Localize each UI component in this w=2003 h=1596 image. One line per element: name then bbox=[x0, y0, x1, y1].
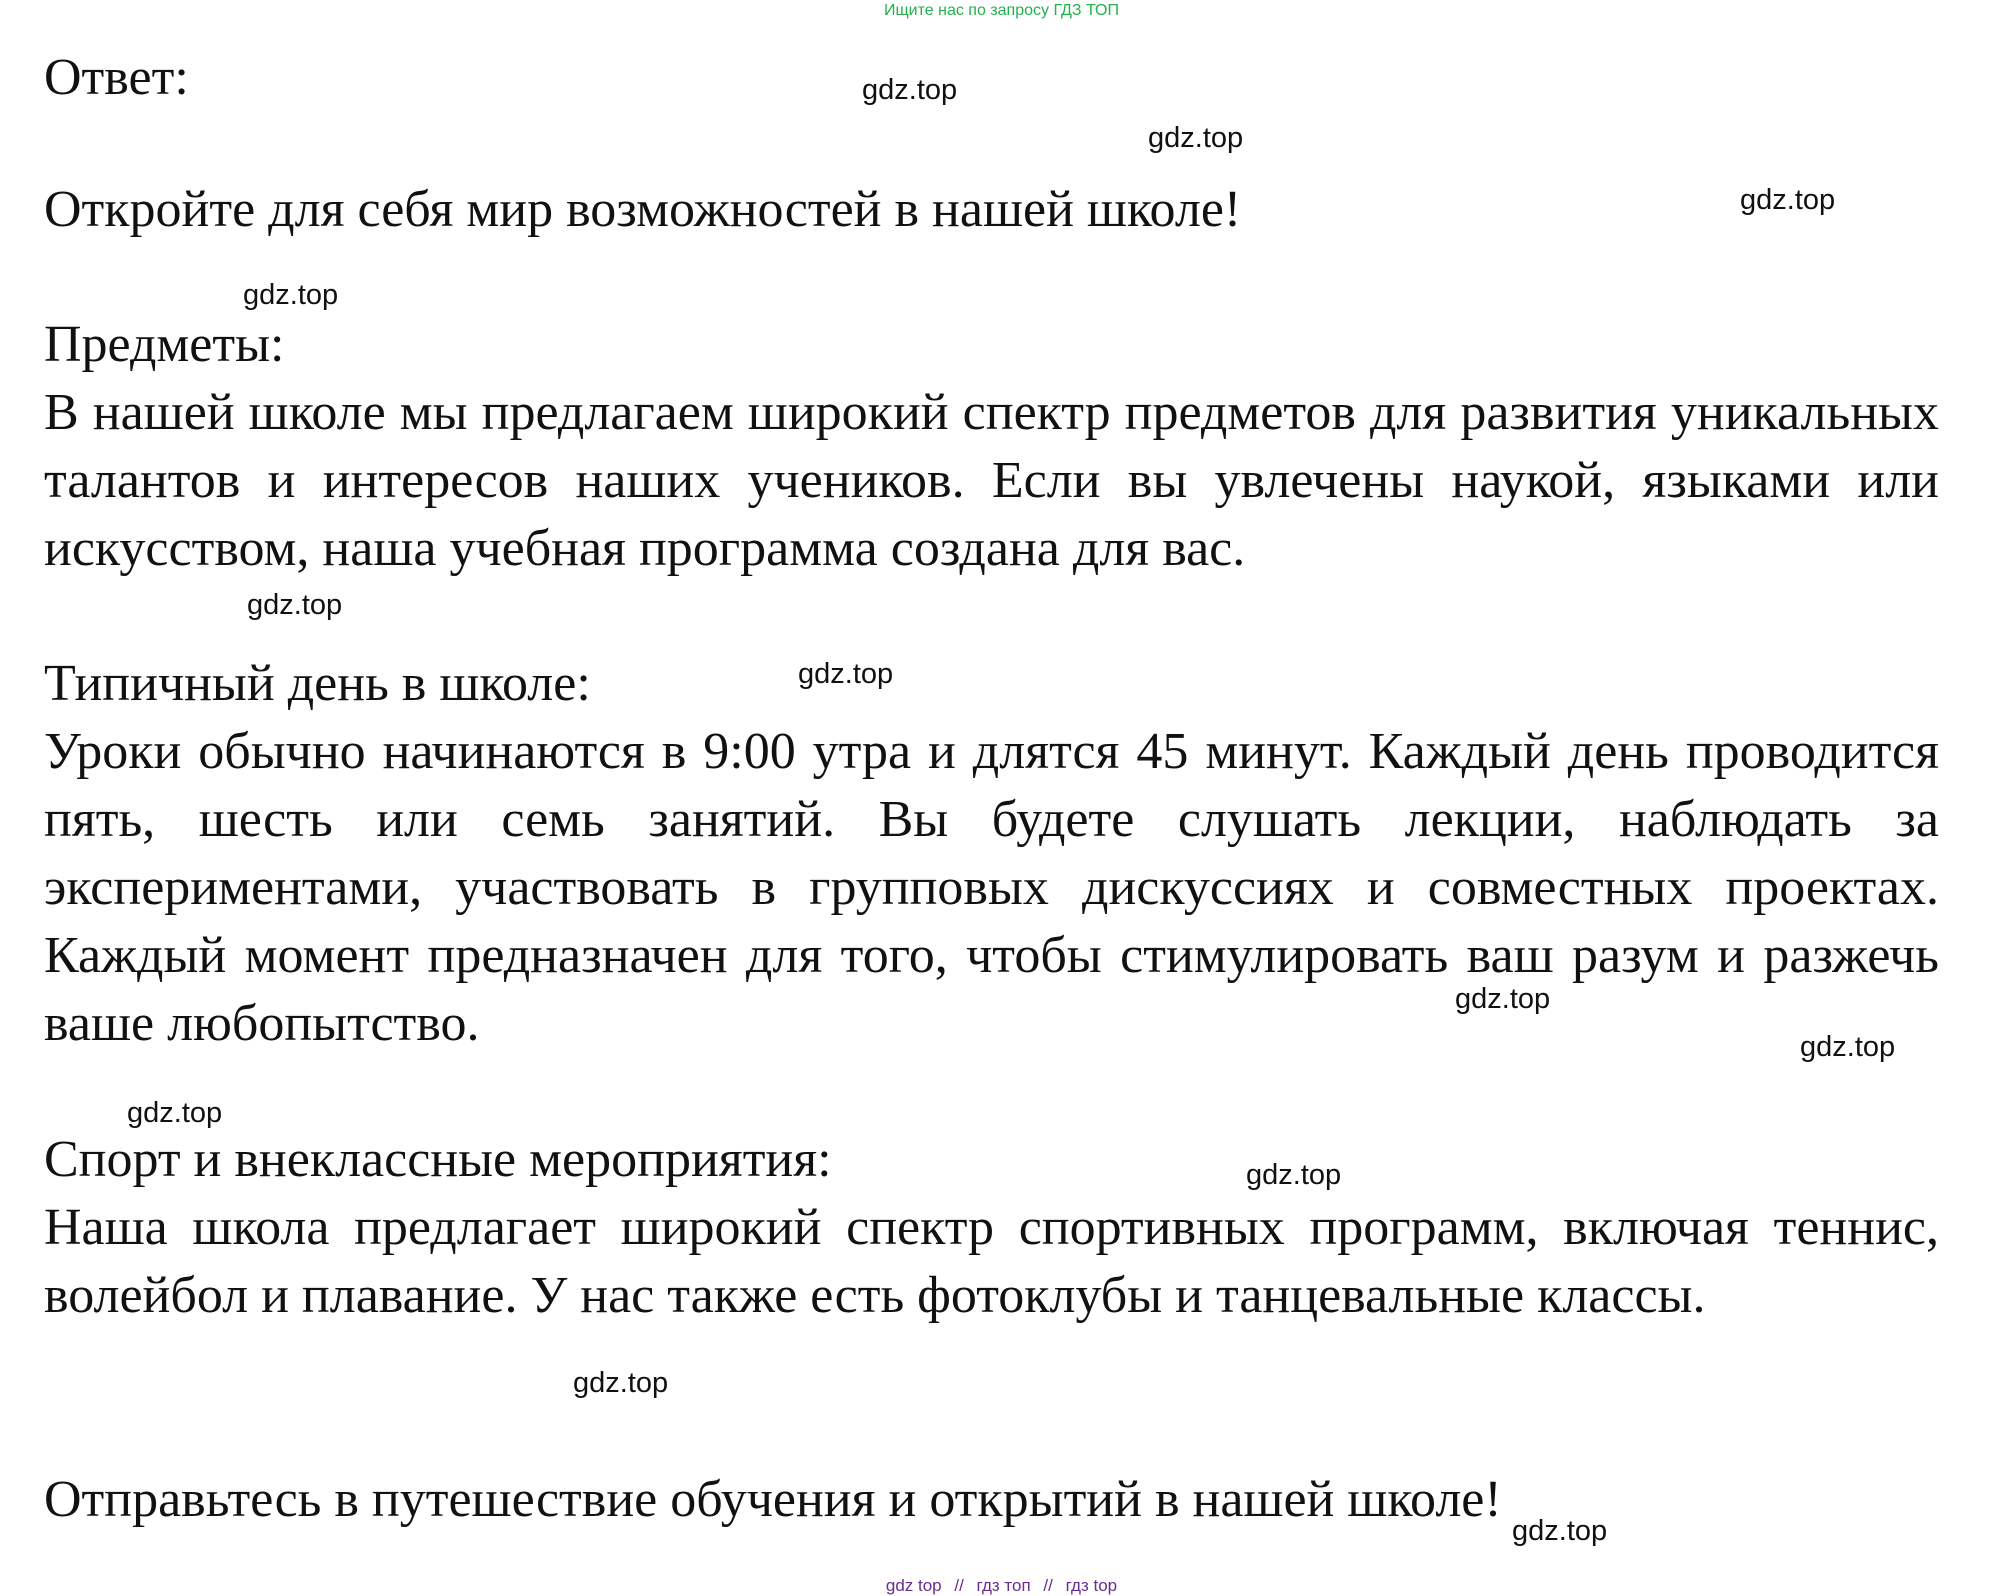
footer-link[interactable]: гдз top bbox=[1065, 1576, 1118, 1595]
footer-separator: // bbox=[1043, 1576, 1053, 1595]
watermark: gdz.top bbox=[1740, 184, 1836, 216]
answer-label: Ответ: bbox=[44, 49, 189, 106]
footer-link[interactable]: gdz top bbox=[885, 1576, 942, 1595]
footer-separator: // bbox=[954, 1576, 964, 1595]
section-body-subjects: В нашей школе мы предлагаем широкий спектр предметов для развития уникальных талантов и интересов наших учеников. Если вы увлечены наукой, языками или искусством, наша учебная программа создана для вас. bbox=[44, 384, 1939, 577]
section-heading-subjects: Предметы: bbox=[44, 316, 285, 373]
section-body-typical-day: Уроки обычно начинаются в 9:00 утра и длятся 45 минут. Каждый день проводится пять, шесть или семь занятий. Вы будете слушать лекции, наблюдать за экспериментами, участвовать в групповых дискуссиях и совместных проектах. Каждый момент предназначен для того, чтобы стимулировать ваш разум и разжечь ваше любопытство. bbox=[44, 723, 1939, 1052]
watermark: gdz.top bbox=[247, 589, 343, 621]
watermark: gdz.top bbox=[573, 1367, 669, 1399]
watermark: gdz.top bbox=[862, 74, 958, 106]
intro-line: Откройте для себя мир возможностей в нашей школе! bbox=[44, 181, 1242, 238]
watermark: gdz.top bbox=[127, 1097, 223, 1129]
watermark: gdz.top bbox=[243, 279, 339, 311]
section-heading-typical-day: Типичный день в школе: bbox=[44, 655, 591, 712]
footer-link[interactable]: гдз топ bbox=[976, 1576, 1031, 1595]
watermark: gdz.top bbox=[1148, 122, 1244, 154]
watermark: gdz.top bbox=[1800, 1031, 1896, 1063]
watermark: gdz.top bbox=[1455, 983, 1551, 1015]
watermark: gdz.top bbox=[798, 658, 894, 690]
top-banner: Ищите нас по запросу ГДЗ ТОП bbox=[884, 2, 1119, 19]
section-heading-sports: Спорт и внеклассные мероприятия: bbox=[44, 1131, 832, 1188]
watermark: gdz.top bbox=[1246, 1159, 1342, 1191]
closing-line: Отправьтесь в путешествие обучения и открытий в нашей школе! bbox=[44, 1471, 1502, 1528]
section-body-sports: Наша школа предлагает широкий спектр спортивных программ, включая теннис, волейбол и плавание. У нас также есть фотоклубы и танцевальные классы. bbox=[44, 1199, 1939, 1324]
footer-links bbox=[0, 1576, 2003, 1596]
watermark: gdz.top bbox=[1512, 1515, 1608, 1547]
